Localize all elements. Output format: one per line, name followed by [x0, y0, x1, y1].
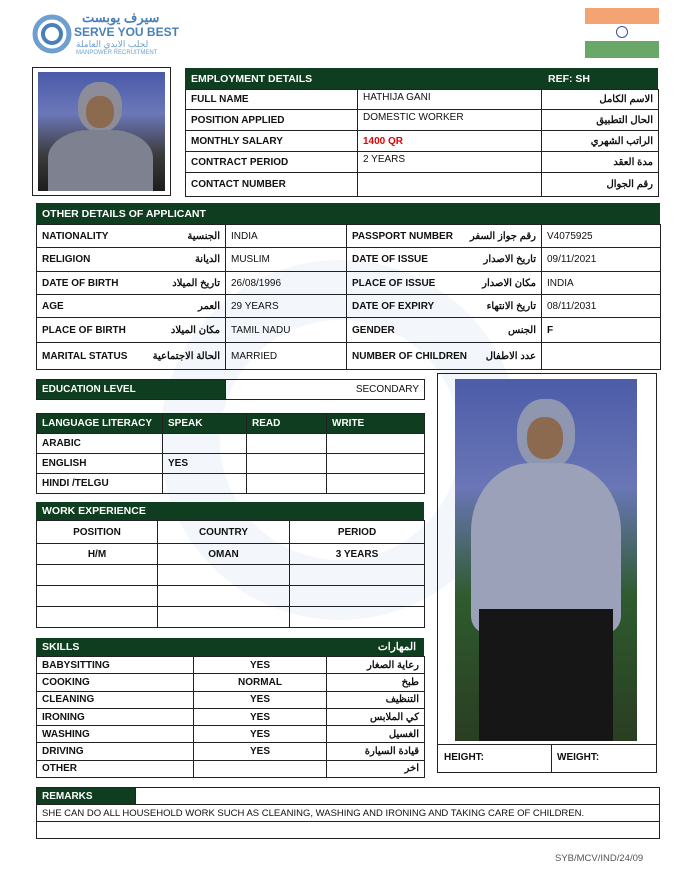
other-label-arabic: رقم جواز السفر — [469, 230, 536, 242]
employment-row — [186, 131, 659, 152]
other-value: INDIA — [542, 272, 661, 295]
other-label: GENDER — [352, 324, 395, 336]
work-header-row — [37, 521, 425, 544]
other-label-cell — [37, 343, 226, 370]
skill-label-arabic: رعاية الصغار — [327, 657, 425, 674]
other-value: 09/11/2021 — [542, 248, 661, 272]
skill-value: YES — [194, 691, 327, 708]
skill-label-arabic: التنظيف — [327, 691, 425, 708]
other-label: NUMBER OF CHILDREN — [352, 350, 467, 362]
employment-label: MONTHLY SALARY — [186, 131, 358, 152]
language-cell: ARABIC — [37, 434, 163, 454]
other-label: RELIGION — [42, 254, 91, 265]
other-label-arabic: تاريخ الانتهاء — [486, 300, 536, 312]
work-cell — [290, 565, 425, 586]
work-row — [37, 586, 425, 607]
other-label-cell — [347, 225, 542, 248]
other-label-arabic: تاريخ الاصدار — [483, 254, 536, 265]
other-value: MUSLIM — [226, 248, 347, 272]
other-label: DATE OF ISSUE — [352, 254, 428, 265]
other-value: F — [542, 318, 661, 343]
work-cell — [37, 607, 158, 628]
other-details-row — [37, 272, 661, 295]
employment-label-arabic: الراتب الشهري — [542, 131, 659, 152]
work-col-header: COUNTRY — [158, 521, 290, 544]
language-header: SPEAK — [163, 414, 247, 434]
employment-label-arabic: مدة العقد — [542, 152, 659, 173]
other-value: V4075925 — [542, 225, 661, 248]
work-cell: OMAN — [158, 544, 290, 565]
company-logo — [30, 10, 210, 60]
work-experience-title: WORK EXPERIENCE — [42, 505, 146, 517]
language-header: LANGUAGE LITERACY — [37, 414, 163, 434]
employment-title: EMPLOYMENT DETAILS — [191, 72, 313, 85]
language-header-row — [37, 414, 425, 434]
work-col-header: PERIOD — [290, 521, 425, 544]
skill-row — [37, 743, 425, 760]
other-label-cell — [347, 318, 542, 343]
chakra-icon — [616, 26, 628, 38]
skill-label-arabic: قيادة السيارة — [327, 743, 425, 760]
language-cell — [247, 454, 327, 474]
skills-title-arabic: المهارات — [377, 641, 416, 653]
other-label: NATIONALITY — [42, 230, 109, 242]
employment-row — [186, 173, 659, 197]
employment-label: CONTACT NUMBER — [186, 173, 358, 197]
language-cell: YES — [163, 454, 247, 474]
applicant-photo-small — [38, 72, 165, 191]
work-cell — [37, 586, 158, 607]
other-label-cell — [347, 248, 542, 272]
employment-row — [186, 90, 659, 110]
work-cell — [158, 586, 290, 607]
other-value: 29 YEARS — [226, 295, 347, 318]
skill-row — [37, 708, 425, 725]
other-label-cell — [37, 225, 226, 248]
other-value: MARRIED — [226, 343, 347, 370]
employment-label: CONTRACT PERIOD — [186, 152, 358, 173]
skill-row — [37, 726, 425, 743]
applicant-photo-large — [455, 379, 637, 741]
language-row — [37, 434, 425, 454]
language-table — [36, 413, 425, 494]
language-cell — [327, 474, 425, 494]
employment-row — [186, 110, 659, 131]
other-details-table — [36, 224, 661, 370]
skill-label-arabic: كي الملابس — [327, 708, 425, 725]
other-label-cell — [37, 248, 226, 272]
other-details-row — [37, 225, 661, 248]
other-value: TAMIL NADU — [226, 318, 347, 343]
skill-value: NORMAL — [194, 674, 327, 691]
work-cell — [290, 586, 425, 607]
other-label: DATE OF EXPIRY — [352, 300, 435, 312]
other-label-arabic: الجنسية — [187, 230, 220, 242]
skills-table — [36, 656, 425, 778]
other-value: INDIA — [226, 225, 347, 248]
other-label-arabic: عدد الاطفال — [485, 350, 536, 362]
skill-row — [37, 674, 425, 691]
employment-row — [186, 152, 659, 173]
employment-label-arabic: الحال التطبيق — [542, 110, 659, 131]
language-cell — [163, 474, 247, 494]
language-cell — [163, 434, 247, 454]
remarks-table — [36, 787, 660, 839]
language-row — [37, 474, 425, 494]
skill-label: IRONING — [37, 708, 194, 725]
other-value: 08/11/2031 — [542, 295, 661, 318]
work-row — [37, 607, 425, 628]
other-value — [542, 343, 661, 370]
india-flag — [585, 8, 659, 58]
other-label-cell — [347, 343, 542, 370]
education-label: EDUCATION LEVEL — [37, 380, 226, 400]
other-label: PLACE OF ISSUE — [352, 277, 436, 289]
photo-frame-large — [437, 373, 657, 773]
logo-knot-icon — [30, 10, 74, 58]
logo-sub-arabic: لجلب الايدي العاملة — [76, 39, 149, 49]
remarks-text: SHE CAN DO ALL HOUSEHOLD WORK SUCH AS CLEANING, WASHING AND IRONING AND TAKING CARE OF CHILDREN. — [37, 805, 660, 822]
employment-label: FULL NAME — [186, 90, 358, 110]
ref-label: REF: SH — [548, 72, 590, 85]
skill-label-arabic: طبخ — [327, 674, 425, 691]
skill-label: CLEANING — [37, 691, 194, 708]
language-header: READ — [247, 414, 327, 434]
other-details-row — [37, 343, 661, 370]
skill-label-arabic: الغسيل — [327, 726, 425, 743]
skill-label: WASHING — [37, 726, 194, 743]
other-label: PASSPORT NUMBER — [352, 230, 453, 242]
remarks-label: REMARKS — [37, 788, 136, 805]
logo-name: SERVE YOU BEST — [74, 25, 179, 39]
work-experience-table — [36, 520, 425, 628]
other-label: PLACE OF BIRTH — [42, 324, 126, 336]
skill-value: YES — [194, 708, 327, 725]
employment-value: HATHIJA GANI — [358, 90, 542, 110]
language-cell — [247, 434, 327, 454]
skill-value: YES — [194, 743, 327, 760]
employment-value: 1400 QR — [358, 131, 542, 152]
other-label-arabic: مكان الاصدار — [482, 277, 536, 289]
other-label-cell — [37, 318, 226, 343]
skills-header — [36, 638, 424, 656]
other-label-arabic: الجنس — [507, 324, 536, 336]
language-row — [37, 454, 425, 474]
work-cell — [290, 607, 425, 628]
work-cell: 3 YEARS — [290, 544, 425, 565]
other-label: MARITAL STATUS — [42, 350, 128, 362]
education-table — [36, 379, 425, 400]
other-details-row — [37, 318, 661, 343]
height-label: HEIGHT: — [444, 752, 484, 763]
other-label-cell — [347, 272, 542, 295]
other-label-arabic: تاريخ الميلاد — [172, 277, 220, 289]
skill-label: OTHER — [37, 760, 194, 777]
skill-label: COOKING — [37, 674, 194, 691]
language-cell — [247, 474, 327, 494]
work-row — [37, 565, 425, 586]
work-experience-header — [36, 502, 424, 520]
skill-row — [37, 760, 425, 777]
language-header: WRITE — [327, 414, 425, 434]
skill-label: DRIVING — [37, 743, 194, 760]
other-details-row — [37, 295, 661, 318]
education-value: SECONDARY — [226, 380, 425, 400]
employment-value — [358, 173, 542, 197]
employment-label: POSITION APPLIED — [186, 110, 358, 131]
other-label-arabic: الديانة — [194, 254, 220, 265]
work-cell — [158, 565, 290, 586]
language-cell — [327, 454, 425, 474]
other-details-row — [37, 248, 661, 272]
other-details-title: OTHER DETAILS OF APPLICANT — [42, 207, 206, 220]
logo-arabic: سيرف يوبست — [82, 10, 160, 25]
other-details-header — [36, 203, 660, 224]
other-label-cell — [347, 295, 542, 318]
work-cell — [37, 565, 158, 586]
weight-label: WEIGHT: — [557, 752, 600, 763]
other-label-arabic: مكان الميلاد — [170, 324, 220, 336]
photo-frame-small — [32, 67, 171, 196]
other-label-cell — [37, 295, 226, 318]
skill-row — [37, 691, 425, 708]
employment-header — [185, 68, 658, 89]
employment-value: DOMESTIC WORKER — [358, 110, 542, 131]
employment-label-arabic: الاسم الكامل — [542, 90, 659, 110]
language-cell — [327, 434, 425, 454]
language-cell: HINDI /TELGU — [37, 474, 163, 494]
skill-value — [194, 760, 327, 777]
logo-sub: MANPOWER RECRUITMENT — [76, 50, 158, 56]
employment-label-arabic: رقم الجوال — [542, 173, 659, 197]
employment-value: 2 YEARS — [358, 152, 542, 173]
skill-value: YES — [194, 726, 327, 743]
language-cell: ENGLISH — [37, 454, 163, 474]
other-label-arabic: العمر — [198, 300, 220, 312]
skill-row — [37, 657, 425, 674]
work-row — [37, 544, 425, 565]
skill-value: YES — [194, 657, 327, 674]
other-label-cell — [37, 272, 226, 295]
skills-title: SKILLS — [42, 641, 80, 653]
work-cell: H/M — [37, 544, 158, 565]
other-value: 26/08/1996 — [226, 272, 347, 295]
work-cell — [158, 607, 290, 628]
document-code: SYB/MCV/IND/24/09 — [555, 853, 644, 864]
other-label-arabic: الحالة الاجتماعية — [152, 350, 220, 362]
skill-label: BABYSITTING — [37, 657, 194, 674]
other-label: AGE — [42, 300, 64, 312]
work-col-header: POSITION — [37, 521, 158, 544]
other-label: DATE OF BIRTH — [42, 277, 119, 289]
skill-label-arabic: اخر — [327, 760, 425, 777]
employment-table — [185, 89, 659, 197]
